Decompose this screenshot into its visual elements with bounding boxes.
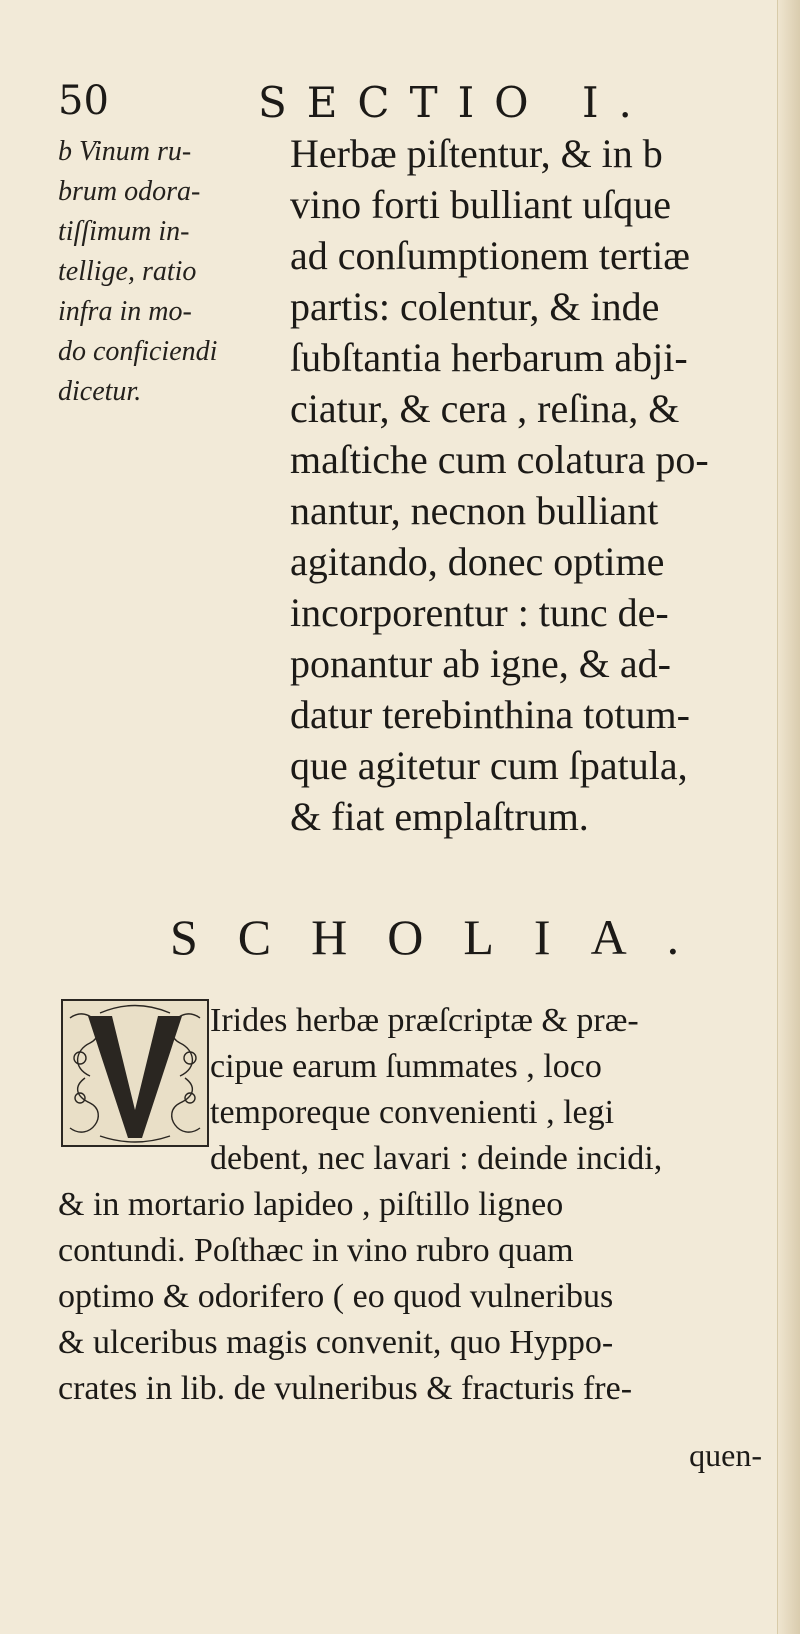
scholia-line: cipue earum ſummates , loco	[210, 1048, 602, 1085]
catchword: quen-	[689, 1437, 762, 1473]
main-text-line: incorporentur : tunc de-	[290, 590, 669, 635]
main-text-line: datur terebinthina totum-	[290, 692, 690, 737]
main-text-line: ſubſtantia herbarum abji-	[290, 335, 688, 380]
main-text-line: ad conſumptionem tertiæ	[290, 233, 690, 278]
main-text-line: nantur, necnon bulliant	[290, 488, 659, 533]
margin-note-line: tellige, ratio	[58, 256, 197, 287]
main-text	[290, 128, 765, 842]
margin-note-line: do conficiendi	[58, 336, 218, 367]
margin-note-line: tiſſimum in-	[58, 216, 190, 247]
margin-note-line: brum odora-	[58, 176, 201, 207]
page-header	[58, 78, 758, 128]
scholia-line: temporeque convenienti , legi	[210, 1094, 615, 1131]
main-text-line: agitando, donec optime	[290, 539, 665, 584]
main-text-line: maſtiche cum colatura po-	[290, 437, 709, 482]
margin-note-line: dicetur.	[58, 376, 142, 407]
scholia-line: Irides herbæ præſcriptæ & præ-	[210, 1002, 639, 1039]
main-text-line: partis: colentur, & inde	[290, 284, 660, 329]
scholia-line: optimo & odorifero ( eo quod vulneribus	[58, 1278, 614, 1315]
main-text-line: & fiat emplaſtrum.	[290, 794, 589, 839]
main-text-line: Herbæ piſtentur, & in b	[290, 131, 663, 176]
margin-note	[58, 132, 273, 412]
margin-note-line: b Vinum ru-	[58, 136, 192, 167]
main-text-line: que agitetur cum ſpatula,	[290, 743, 688, 788]
page-number: 50	[58, 78, 109, 124]
main-text-line: ponantur ab igne, & ad-	[290, 641, 671, 686]
scholia-text	[58, 998, 773, 1412]
main-text-line: ciatur, & cera , reſina, &	[290, 386, 680, 431]
scholia-line: & ulceribus magis convenit, quo Hyppo-	[58, 1324, 614, 1361]
scholia-line: crates in lib. de vulneribus & fracturis fre-	[58, 1370, 633, 1407]
scholia-line: contundi. Poſthæc in vino rubro quam	[58, 1232, 574, 1269]
main-text-line: vino forti bulliant uſque	[290, 182, 672, 227]
scholia-line: debent, nec lavari : deinde incidi,	[210, 1140, 663, 1177]
margin-note-line: infra in mo-	[58, 296, 192, 327]
section-title: SCHOLIA.	[170, 909, 720, 965]
page-edge	[777, 0, 800, 1634]
scholia-line: & in mortario lapideo , piſtillo ligneo	[58, 1186, 564, 1223]
running-head: SECTIO I.	[258, 78, 652, 127]
